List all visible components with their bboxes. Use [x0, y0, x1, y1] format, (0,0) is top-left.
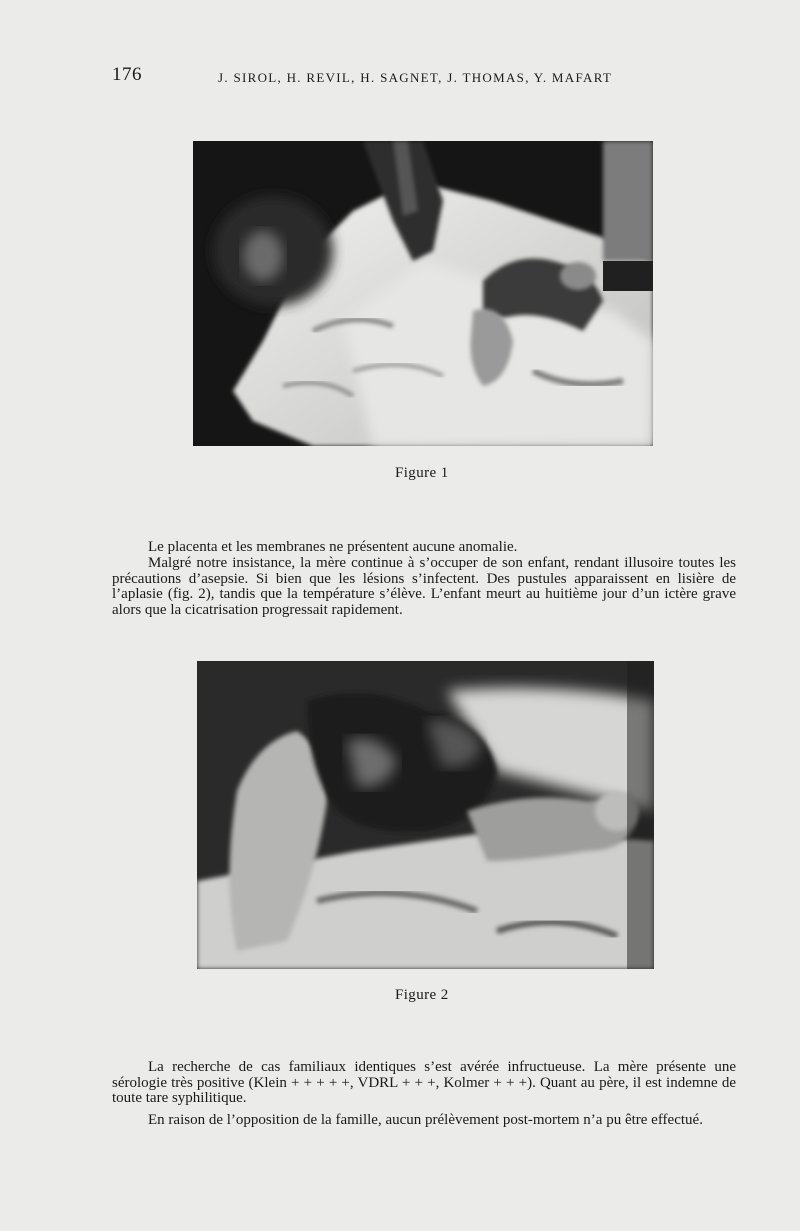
- paragraph: En raison de l’opposition de la famille, aucun prélèvement post-mortem n’a pu être effectué.: [148, 1112, 703, 1128]
- figure-1-caption: Figure 1: [395, 465, 449, 481]
- figure-2-caption: Figure 2: [395, 987, 449, 1003]
- page-number: 176: [112, 64, 142, 85]
- figure-2-photograph: [197, 661, 654, 969]
- figure-1-photograph: [193, 141, 653, 446]
- paragraph: Malgré notre insistance, la mère continue à s’occuper de son enfant, rendant illusoire toutes les précautions d’asepsie. Si bien que les lésions s’infectent. Des pustules apparaissent en lisière de l’aplasie (fig. 2), tandis que la température s’élève. L’enfant meurt au huitième jour d’un ictère grave alors que la cicatrisation progressait rapidement.: [112, 555, 736, 618]
- paragraph: Le placenta et les membranes ne présentent aucune anomalie.: [148, 539, 518, 555]
- running-head-authors: J. SIROL, H. REVIL, H. SAGNET, J. THOMAS, Y. MAFART: [218, 70, 613, 85]
- paragraph: La recherche de cas familiaux identiques s’est avérée infructueuse. La mère présente une sérologie très positive (Klein + + + + +, VDRL + + +, Kolmer + + +). Quant au père, il est indemne de toute tare syphilitique.: [112, 1059, 736, 1107]
